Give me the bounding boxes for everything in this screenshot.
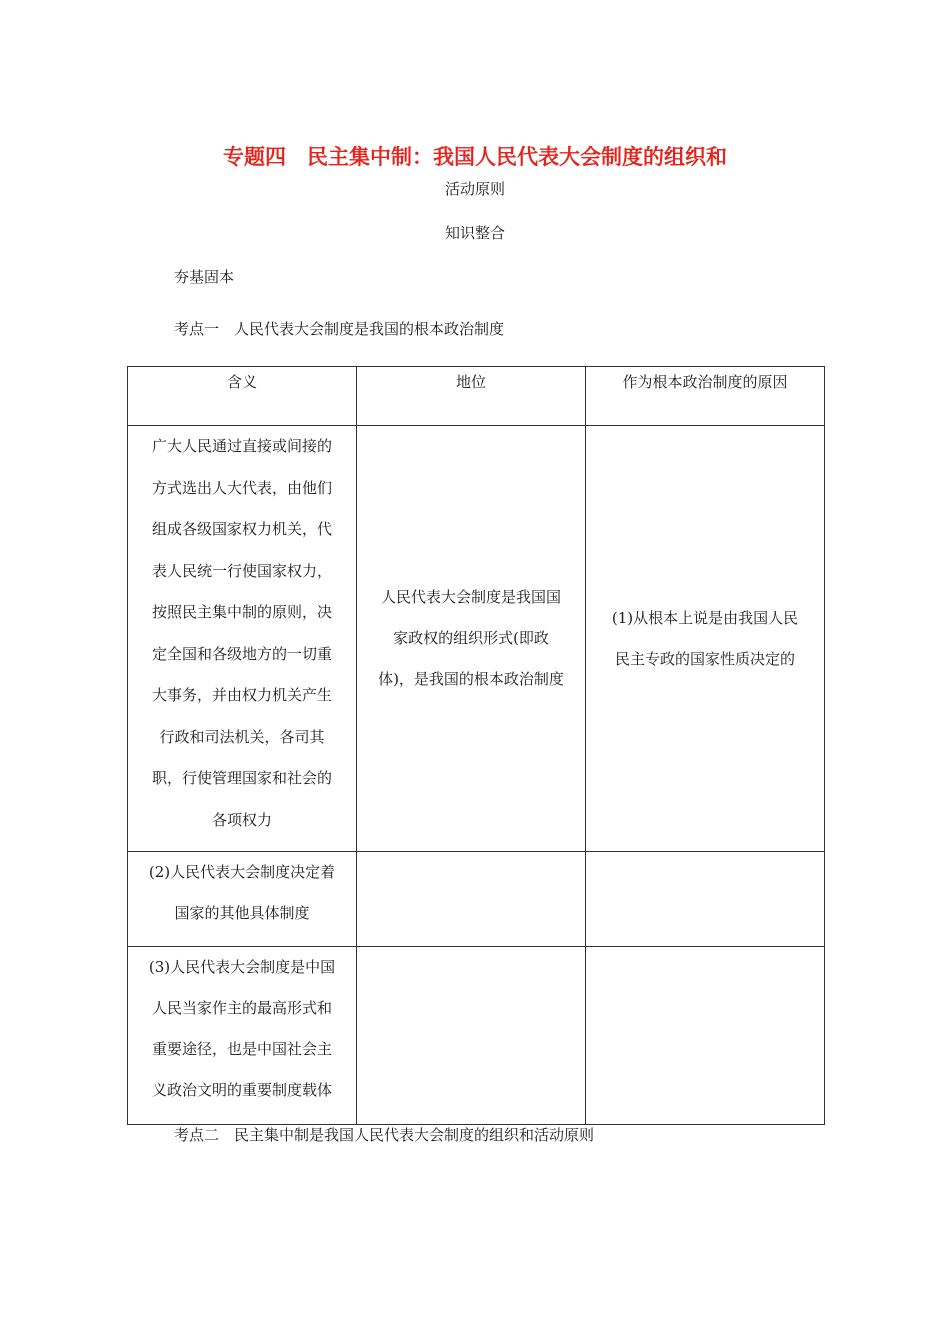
meaning-line: 按照民主集中制的原则，决 — [151, 603, 332, 621]
meaning-line: 职，行使管理国家和社会的 — [151, 769, 332, 787]
point-two-heading: 考点二 民主集中制是我国人民代表大会制度的组织和活动原则 — [174, 1126, 595, 1144]
document-title: 专题四 民主集中制：我国人民代表大会制度的组织和 — [223, 145, 727, 169]
document-subtitle: 活动原则 — [444, 180, 505, 198]
table-row — [128, 947, 825, 1125]
table-row — [128, 852, 825, 947]
reason-line: 国家的其他具体制度 — [174, 904, 310, 922]
knowledge-table — [127, 366, 825, 1125]
meaning-line: 定全国和各级地方的一切重 — [151, 644, 332, 663]
status-line: 人民代表大会制度是我国国 — [380, 588, 561, 606]
meaning-line: 组成各级国家权力机关，代 — [151, 520, 332, 538]
empty-cell — [586, 947, 825, 1125]
reason-line: (3)人民代表大会制度是中国 — [148, 958, 336, 976]
header-reason: 作为根本政治制度的原因 — [586, 367, 825, 426]
header-status: 地位 — [357, 367, 586, 426]
meaning-line: 表人民统一行使国家权力， — [151, 561, 332, 580]
table-row — [128, 426, 825, 852]
reason-line: 重要途径，也是中国社会主 — [151, 1040, 332, 1058]
meaning-line: 大事务，并由权力机关产生 — [151, 686, 332, 704]
table-header-row — [128, 367, 825, 426]
meaning-line: 广大人民通过直接或间接的 — [151, 437, 332, 455]
empty-cell — [357, 852, 586, 947]
cell-reason-3 — [128, 947, 357, 1125]
meaning-line: 方式选出人大代表，由他们 — [151, 478, 332, 497]
meaning-line: 行政和司法机关，各司其 — [159, 727, 325, 746]
reason-line: 义政治文明的重要制度载体 — [151, 1081, 332, 1099]
reason-line: 民主专政的国家性质决定的 — [614, 649, 795, 668]
cell-reason-1 — [586, 426, 825, 852]
point-one-heading: 考点一 人民代表大会制度是我国的根本政治制度 — [174, 320, 505, 338]
reason-line: 人民当家作主的最高形式和 — [151, 999, 332, 1017]
section-heading: 知识整合 — [444, 224, 505, 242]
status-line: 体)，是我国的根本政治制度 — [378, 670, 564, 688]
status-line: 家政权的组织形式(即政 — [393, 629, 549, 647]
reason-line: (1)从根本上说是由我国人民 — [611, 608, 799, 627]
header-meaning: 含义 — [128, 367, 357, 426]
subsection-heading: 夯基固本 — [174, 268, 235, 286]
empty-cell — [357, 947, 586, 1125]
cell-meaning — [128, 426, 357, 852]
meaning-line: 各项权力 — [211, 810, 272, 829]
empty-cell — [586, 852, 825, 947]
cell-reason-2 — [128, 852, 357, 947]
reason-line: (2)人民代表大会制度决定着 — [148, 863, 336, 881]
cell-status — [357, 426, 586, 852]
